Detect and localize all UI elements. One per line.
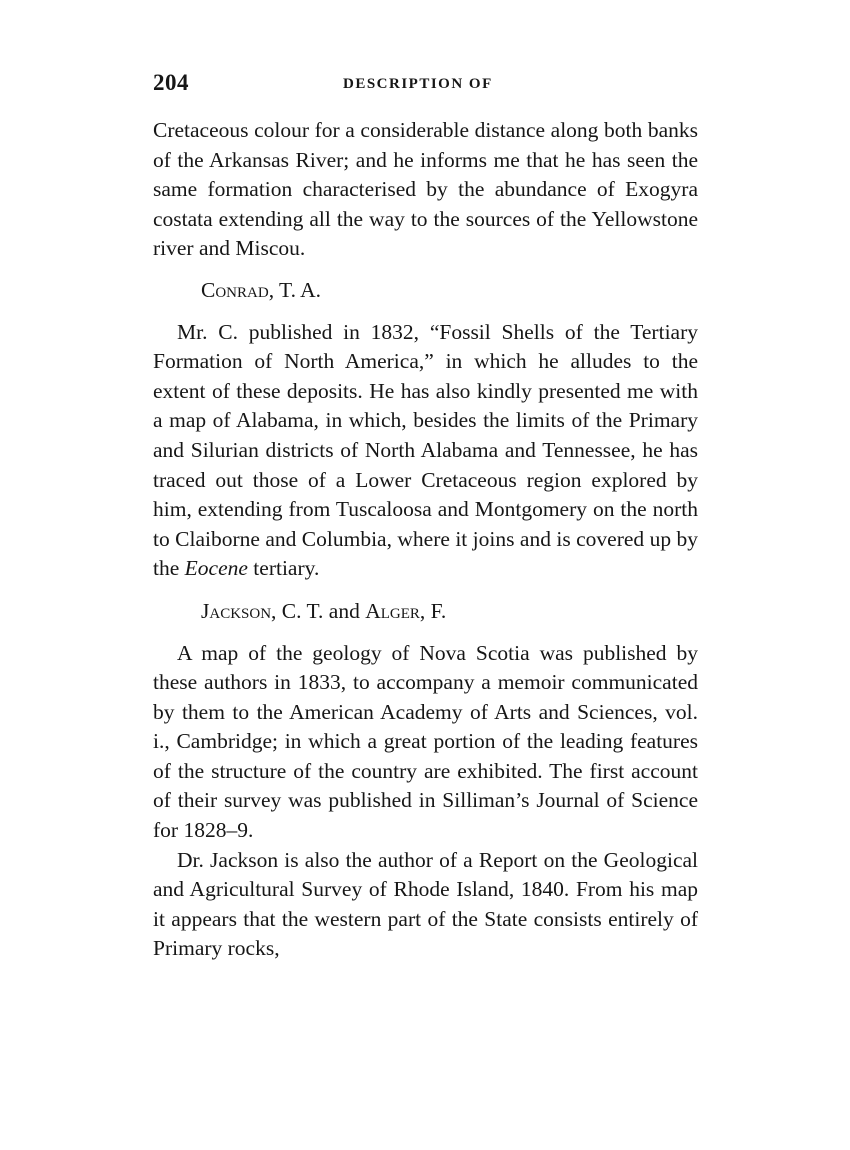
section-heading-jackson-alger — [153, 597, 698, 627]
paragraph-conrad-text: Mr. C. published in 1832, “Fossil Shells of the Tertiary Formation of North America,” in which he alludes to the extent of these deposits. He has also kindly presented me with a map of Alabama, in which, besides the limits of the Primary and Silurian districts of North Alabama and Tennessee, he has traced out those of a Lower Cretaceous region explored by him, extending from Tuscaloosa and Montgomery on the north to Claiborne and Columbia, where it joins and is covered up by the — [153, 319, 698, 581]
paragraph-conrad — [153, 318, 698, 584]
page-number: 204 — [153, 70, 189, 95]
section-heading-conrad — [153, 276, 698, 306]
paragraph-gap — [153, 264, 698, 276]
author-initials-conrad: , T. A. — [268, 277, 322, 302]
paragraph-conrad-italic: Eocene — [184, 556, 248, 581]
running-title: DESCRIPTION OF — [343, 76, 493, 92]
author-name-alger: Alger — [365, 598, 420, 623]
paragraph-rhode-island: Dr. Jackson is also the author of a Report on the Geological and Agricultural Survey of Rhode Island, 1840. From his map it appears that the western part of the State consists entirely of Primary rocks, — [153, 847, 698, 961]
paragraph-nova-scotia: A map of the geology of Nova Scotia was published by these authors in 1833, to accompany a memoir communicated by them to the American Academy of Arts and Sciences, vol. i., Cambridge; in which a great portion of the leading features of the structure of the country are exhibited. The first account of their survey was published in Silliman’s Journal of Science for 1828–9. — [153, 640, 698, 843]
running-head — [153, 70, 698, 106]
paragraph-conrad-end: tertiary. — [253, 556, 320, 581]
paragraph-gap — [153, 627, 698, 639]
author-name-jackson: Jackson — [201, 598, 272, 623]
paragraph-gap — [153, 306, 698, 318]
paragraph-cretaceous: Cretaceous colour for a considerable distance along both banks of the Arkansas River; and he informs me that he has seen the same formation characterised by the abundance of Exogyra costata extending all the way to the sources of the Yellowstone river and Miscou. — [153, 118, 698, 261]
author-connector: , C. T. and — [271, 598, 366, 623]
author-initials-alger: , F. — [419, 598, 447, 623]
paragraph-gap — [153, 584, 698, 597]
body-text — [153, 116, 698, 964]
author-name-conrad: Conrad — [201, 277, 269, 302]
